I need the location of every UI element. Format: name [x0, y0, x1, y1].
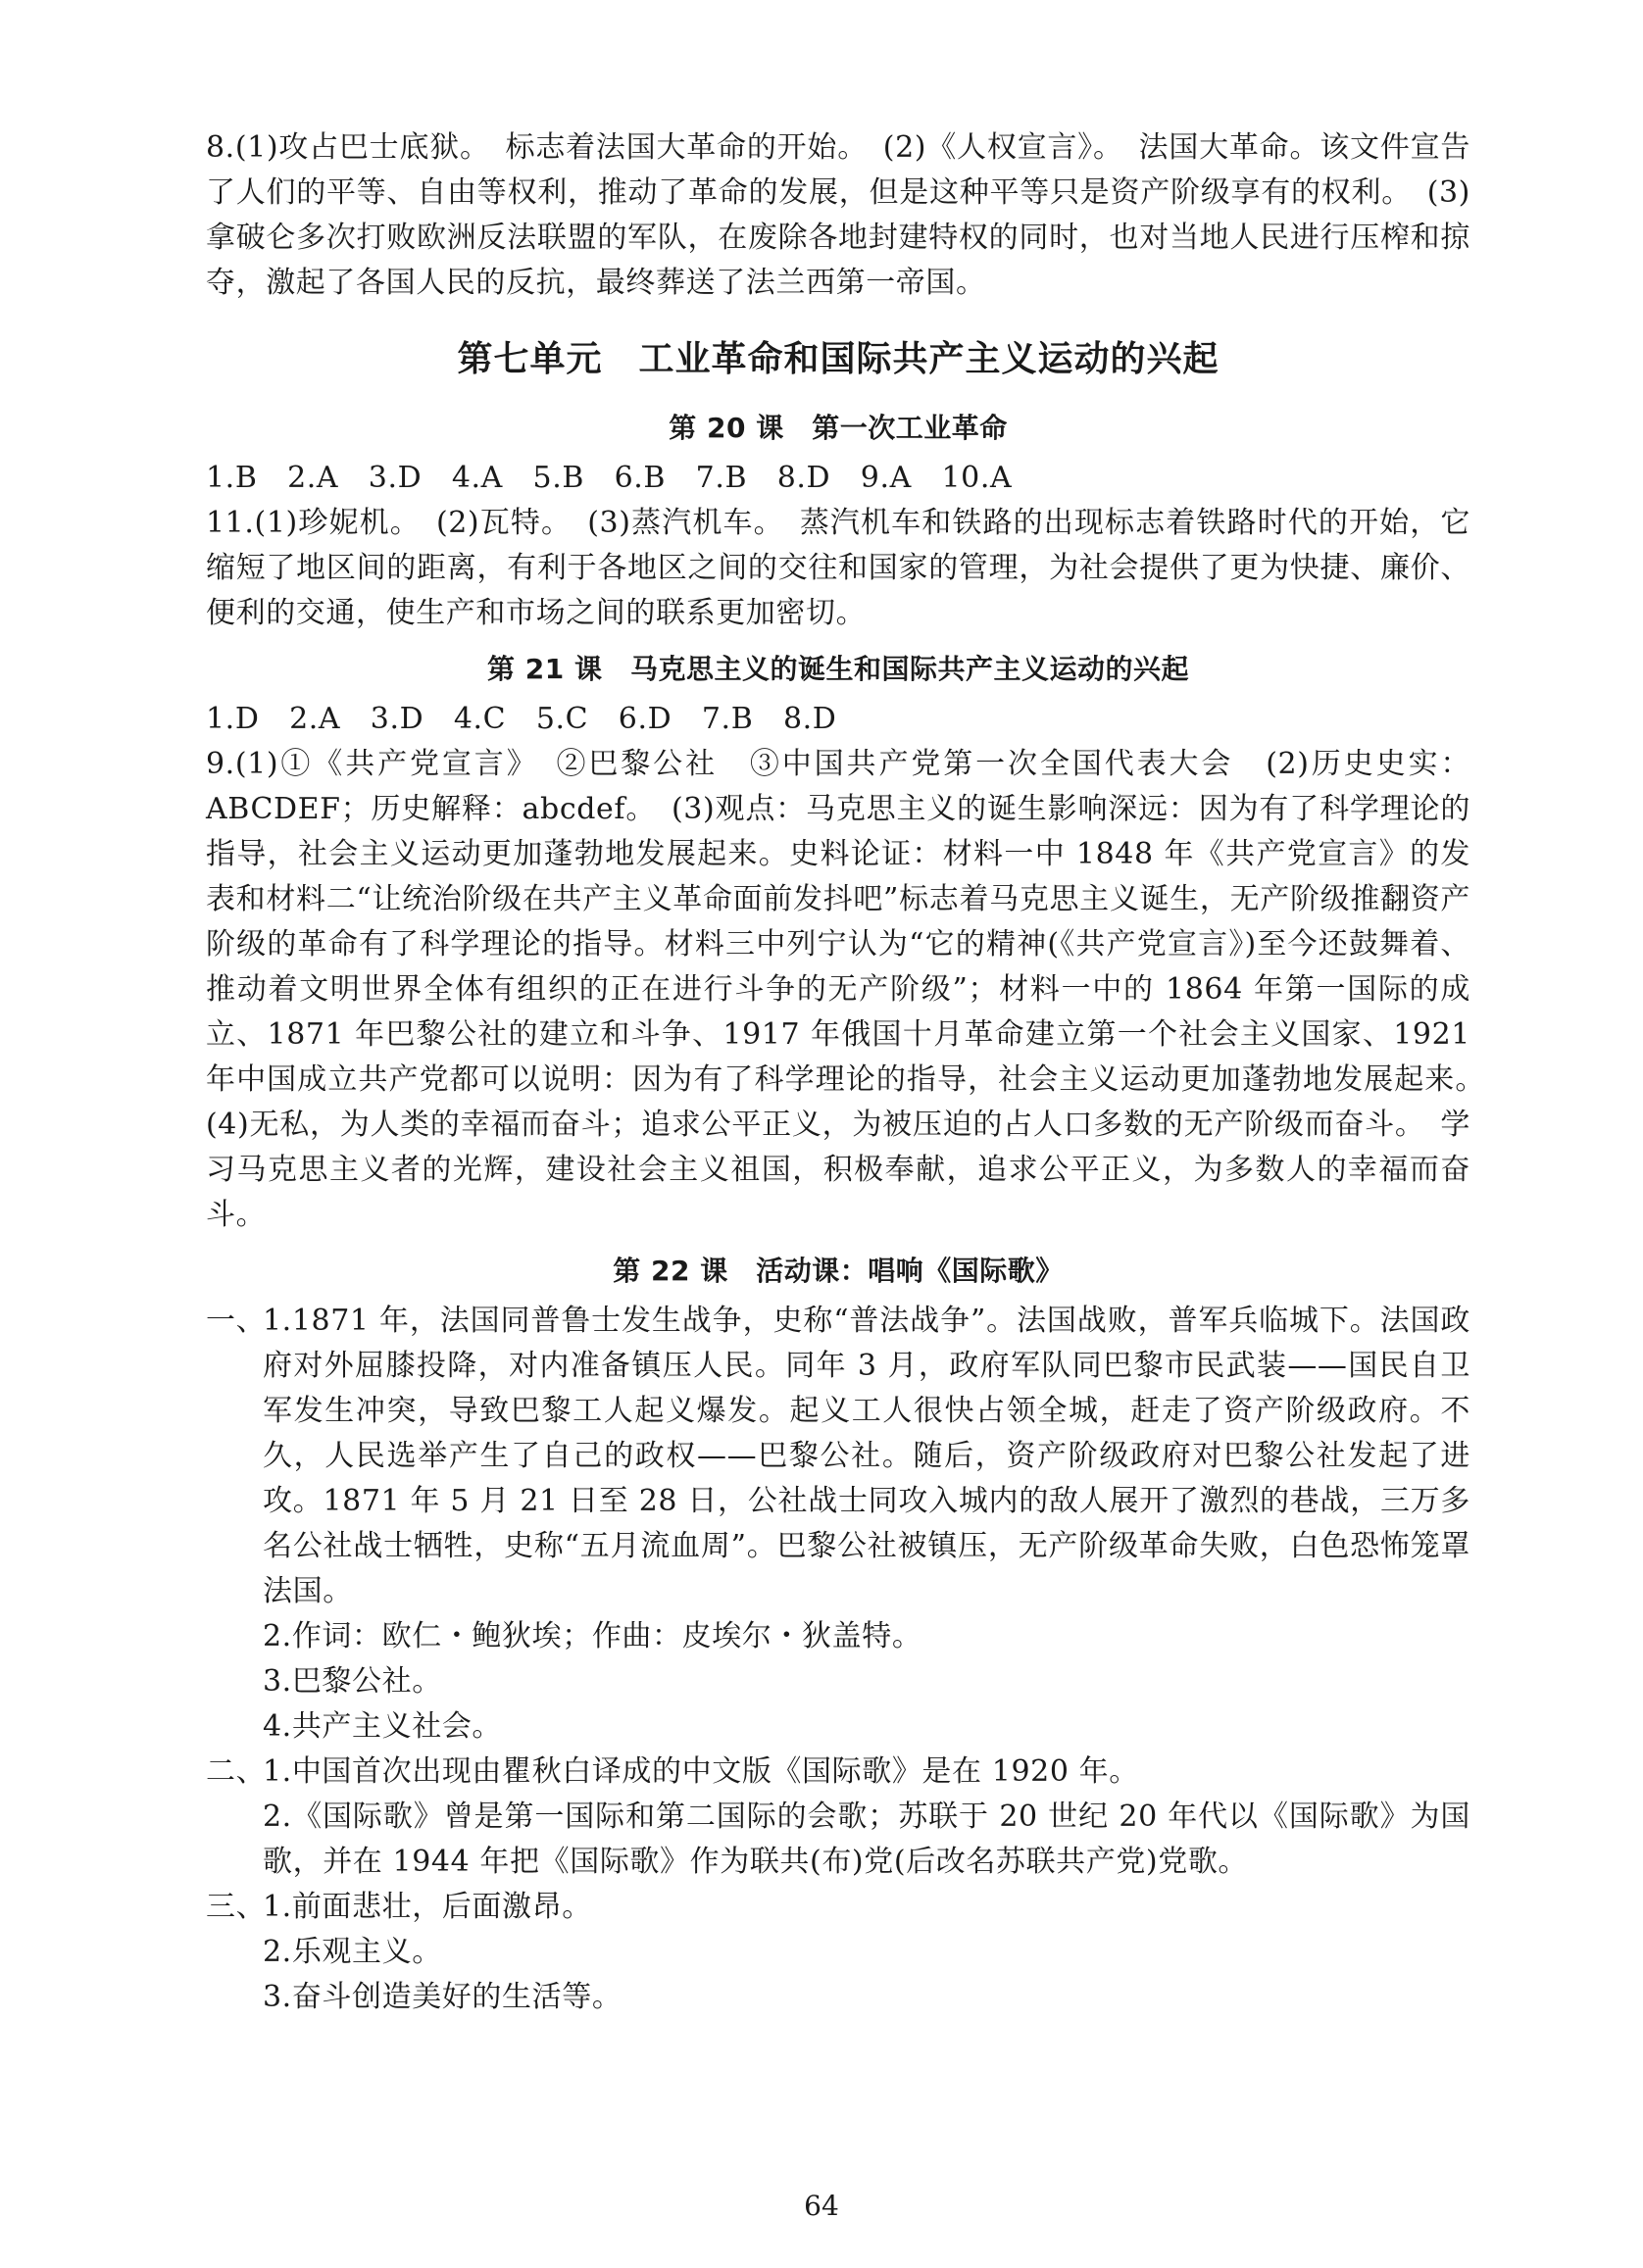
lesson-21-title: 第 21 课 马克思主义的诞生和国际共产主义运动的兴起 [487, 653, 1189, 685]
prev-lesson-answer-8: 8.(1)攻占巴士底狱。 标志着法国大革命的开始。 (2)《人权宣言》。 法国大革命。该文件宣告了人们的平等、自由等权利，推动了革命的发展，但是这种平等只是资产阶级享有的权利。 (3)拿破仑多次打败欧洲反法联盟的军队，在废除各地封建特权的同时，也对当地人民进行压榨和掠夺，激起了各国人民的反抗，最终葬送了法兰西第一帝国。 [206, 130, 1470, 300]
lesson-20-title: 第 20 课 第一次工业革命 [669, 412, 1008, 444]
section-1-item-3: 3.巴黎公社。 [263, 1664, 442, 1699]
section-3-item-1: 1.前面悲壮，后面激昂。 [263, 1890, 592, 1924]
lesson-21-answer-9: 9.(1)①《共产党宣言》 ②巴黎公社 ③中国共产党第一次全国代表大会 (2)历史史实：ABCDEF；历史解释：abcdef。 (3)观点：马克思主义的诞生影响深远：因为有了科学理论的指导，社会主义运动更加蓬勃地发展起来。史料论证：材料一中 1848 年《共产党宣言》的发表和材料二“让统治阶级在共产主义革命面前发抖吧”标志着马克思主义诞生，无产阶级推翻资产阶级的革命有了科学理论的指导。材料三中列宁认为“它的精神(《共产党宣言》)至今还鼓舞着、推动着文明世界全体有组织的正在进行斗争的无产阶级”；材料一中的 1864 年第一国际的成立、1871 年巴黎公社的建立和斗争、1917 年俄国十月革命建立第一个社会主义国家、1921 年中国成立共产党都可以说明：因为有了科学理论的指导，社会主义运动更加蓬勃地发展起来。 (4)无私，为人类的幸福而奋斗；追求公平正义，为被压迫的占人口多数的无产阶级而奋斗。 学习马克思主义者的光辉，建设社会主义祖国，积极奉献，追求公平正义，为多数人的幸福而奋斗。 [206, 747, 1501, 1232]
section-3-marker: 三、 [206, 1890, 267, 1924]
section-3-item-2: 2.乐观主义。 [263, 1935, 442, 1969]
answer-page [206, 125, 1501, 2020]
section-1-marker: 一、 [206, 1304, 267, 1338]
lesson-20-answer-11: 11.(1)珍妮机。 (2)瓦特。 (3)蒸汽机车。 蒸汽机车和铁路的出现标志着铁路时代的开始，它缩短了地区间的距离，有利于各地区之间的交往和国家的管理，为社会提供了更为快捷、廉价、便利的交通，使生产和市场之间的联系更加密切。 [206, 506, 1470, 630]
lesson-22-section-3 [206, 1885, 1470, 2020]
section-2-item-1: 1.中国首次出现由瞿秋白译成的中文版《国际歌》是在 1920 年。 [263, 1754, 1139, 1789]
lesson-22-section-2 [206, 1750, 1470, 1885]
page-number: 64 [804, 2190, 839, 2222]
section-2-item-2: 2.《国际歌》曾是第一国际和第二国际的会歌；苏联于 20 世纪 20 年代以《国际歌》为国歌，并在 1944 年把《国际歌》作为联共(布)党(后改名苏联共产党)党歌。 [263, 1800, 1470, 1879]
section-1-item-4: 4.共产主义社会。 [263, 1709, 503, 1744]
lesson-21-choice-answers: 1.D 2.A 3.D 4.C 5.C 6.D 7.B 8.D [206, 702, 837, 736]
section-1-item-2: 2.作词：欧仁・鲍狄埃；作曲：皮埃尔・狄盖特。 [263, 1619, 922, 1653]
section-2-marker: 二、 [206, 1754, 267, 1789]
section-3-item-3: 3.奋斗创造美好的生活等。 [263, 1980, 622, 2014]
lesson-20-choice-answers: 1.B 2.A 3.D 4.A 5.B 6.B 7.B 8.D 9.A 10.A [206, 461, 1013, 495]
section-1-item-1: 1.1871 年，法国同普鲁士发生战争，史称“普法战争”。法国战败，普军兵临城下。法国政府对外屈膝投降，对内准备镇压人民。同年 3 月，政府军队同巴黎市民武装——国民自卫军发生冲突，导致巴黎工人起义爆发。起义工人很快占领全城，赶走了资产阶级政府。不久，人民选举产生了自己的政权——巴黎公社。随后，资产阶级政府对巴黎公社发起了进攻。1871 年 5 月 21 日至 28 日，公社战士同攻入城内的敌人展开了激烈的巷战，三万多名公社战士牺牲，史称“五月流血周”。巴黎公社被镇压，无产阶级革命失败，白色恐怖笼罩法国。 [263, 1304, 1470, 1608]
unit-title: 第七单元 工业革命和国际共产主义运动的兴起 [457, 339, 1220, 379]
lesson-22-section-1 [206, 1299, 1470, 1750]
lesson-22-title: 第 22 课 活动课：唱响《国际歌》 [613, 1255, 1064, 1287]
